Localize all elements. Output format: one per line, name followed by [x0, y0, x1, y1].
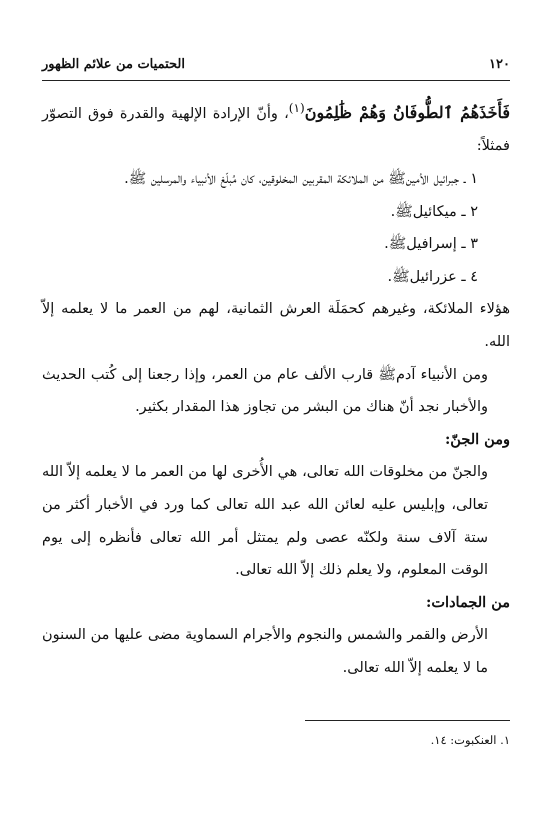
- paragraph-inanimate: الأرض والقمر والشمس والنجوم والأجرام السماوية مضى عليها من السنون ما لا يعلمه إلاّ الله تعالى.: [42, 627, 488, 676]
- section-heading-inanimate: من الجمادات:: [426, 593, 510, 611]
- page-header: [42, 52, 510, 76]
- list-item: ٤ ـ عزرائيلﷺ.: [387, 268, 478, 285]
- section-heading-jinn: ومن الجنّ:: [444, 430, 510, 448]
- paragraph-prophets: ومن الأنبياء آدمﷺ قارب الألف عام من العمر، وإذا رجعنا إلى كُتب الحديث والأخبار نجد أنّ هناك من البشر من تجاوز هذا المقدار بكثير.: [42, 366, 488, 416]
- footnote: ١. العنكبوت: ١٤.: [430, 733, 510, 747]
- paragraph-jinn: والجنّ من مخلوقات الله تعالى، هي الأُخرى لها من العمر ما لا يعلمه إلاّ الله تعالى، وإبليس عليه لعائن الله عبد الله تعالى كما ورد في الأخبار أكثر من ستة آلاف سنة ولكنّه عصى ولم يمتثل أمر الله تعالى فأنظره إلى يوم الوقت المعلوم، ولا يعلم ذلك إلاّ الله تعالى.: [42, 464, 488, 579]
- list-item: ٢ ـ ميكائيلﷺ.: [390, 203, 478, 220]
- list-item: ٣ ـ إسرافيلﷺ.: [384, 236, 478, 253]
- footnote-divider: [305, 720, 510, 721]
- footnote-marker: (١): [288, 101, 305, 115]
- paragraph-angels: هؤلاء الملائكة، وغيرهم كحمَلَة العرش الثمانية، لهم من العمر ما لا يعلمه إلاّ الله.: [42, 301, 510, 350]
- paragraph-quran-verse: [42, 92, 510, 163]
- page-body: [42, 92, 510, 685]
- running-title: الحتميات من علائم الظهور: [42, 56, 185, 72]
- page-number: ١٢٠: [489, 56, 510, 72]
- header-divider: [42, 80, 510, 81]
- list-item: ١ ـ جبرائيل الأمينﷺ من الملائكة المقربين المخلوقين، كان مُبلّغ الأنبياء والمرسلين ﷺ.: [124, 171, 478, 188]
- quran-verse: فَأَخَذَهُمُ ٱلطُّوفَانُ وَهُمْ ظَٰلِمُونَ: [304, 102, 510, 122]
- paragraph-text: ، وأنّ الإرادة الإلهية والقدرة فوق التصوّر فمثلاً:: [42, 105, 510, 155]
